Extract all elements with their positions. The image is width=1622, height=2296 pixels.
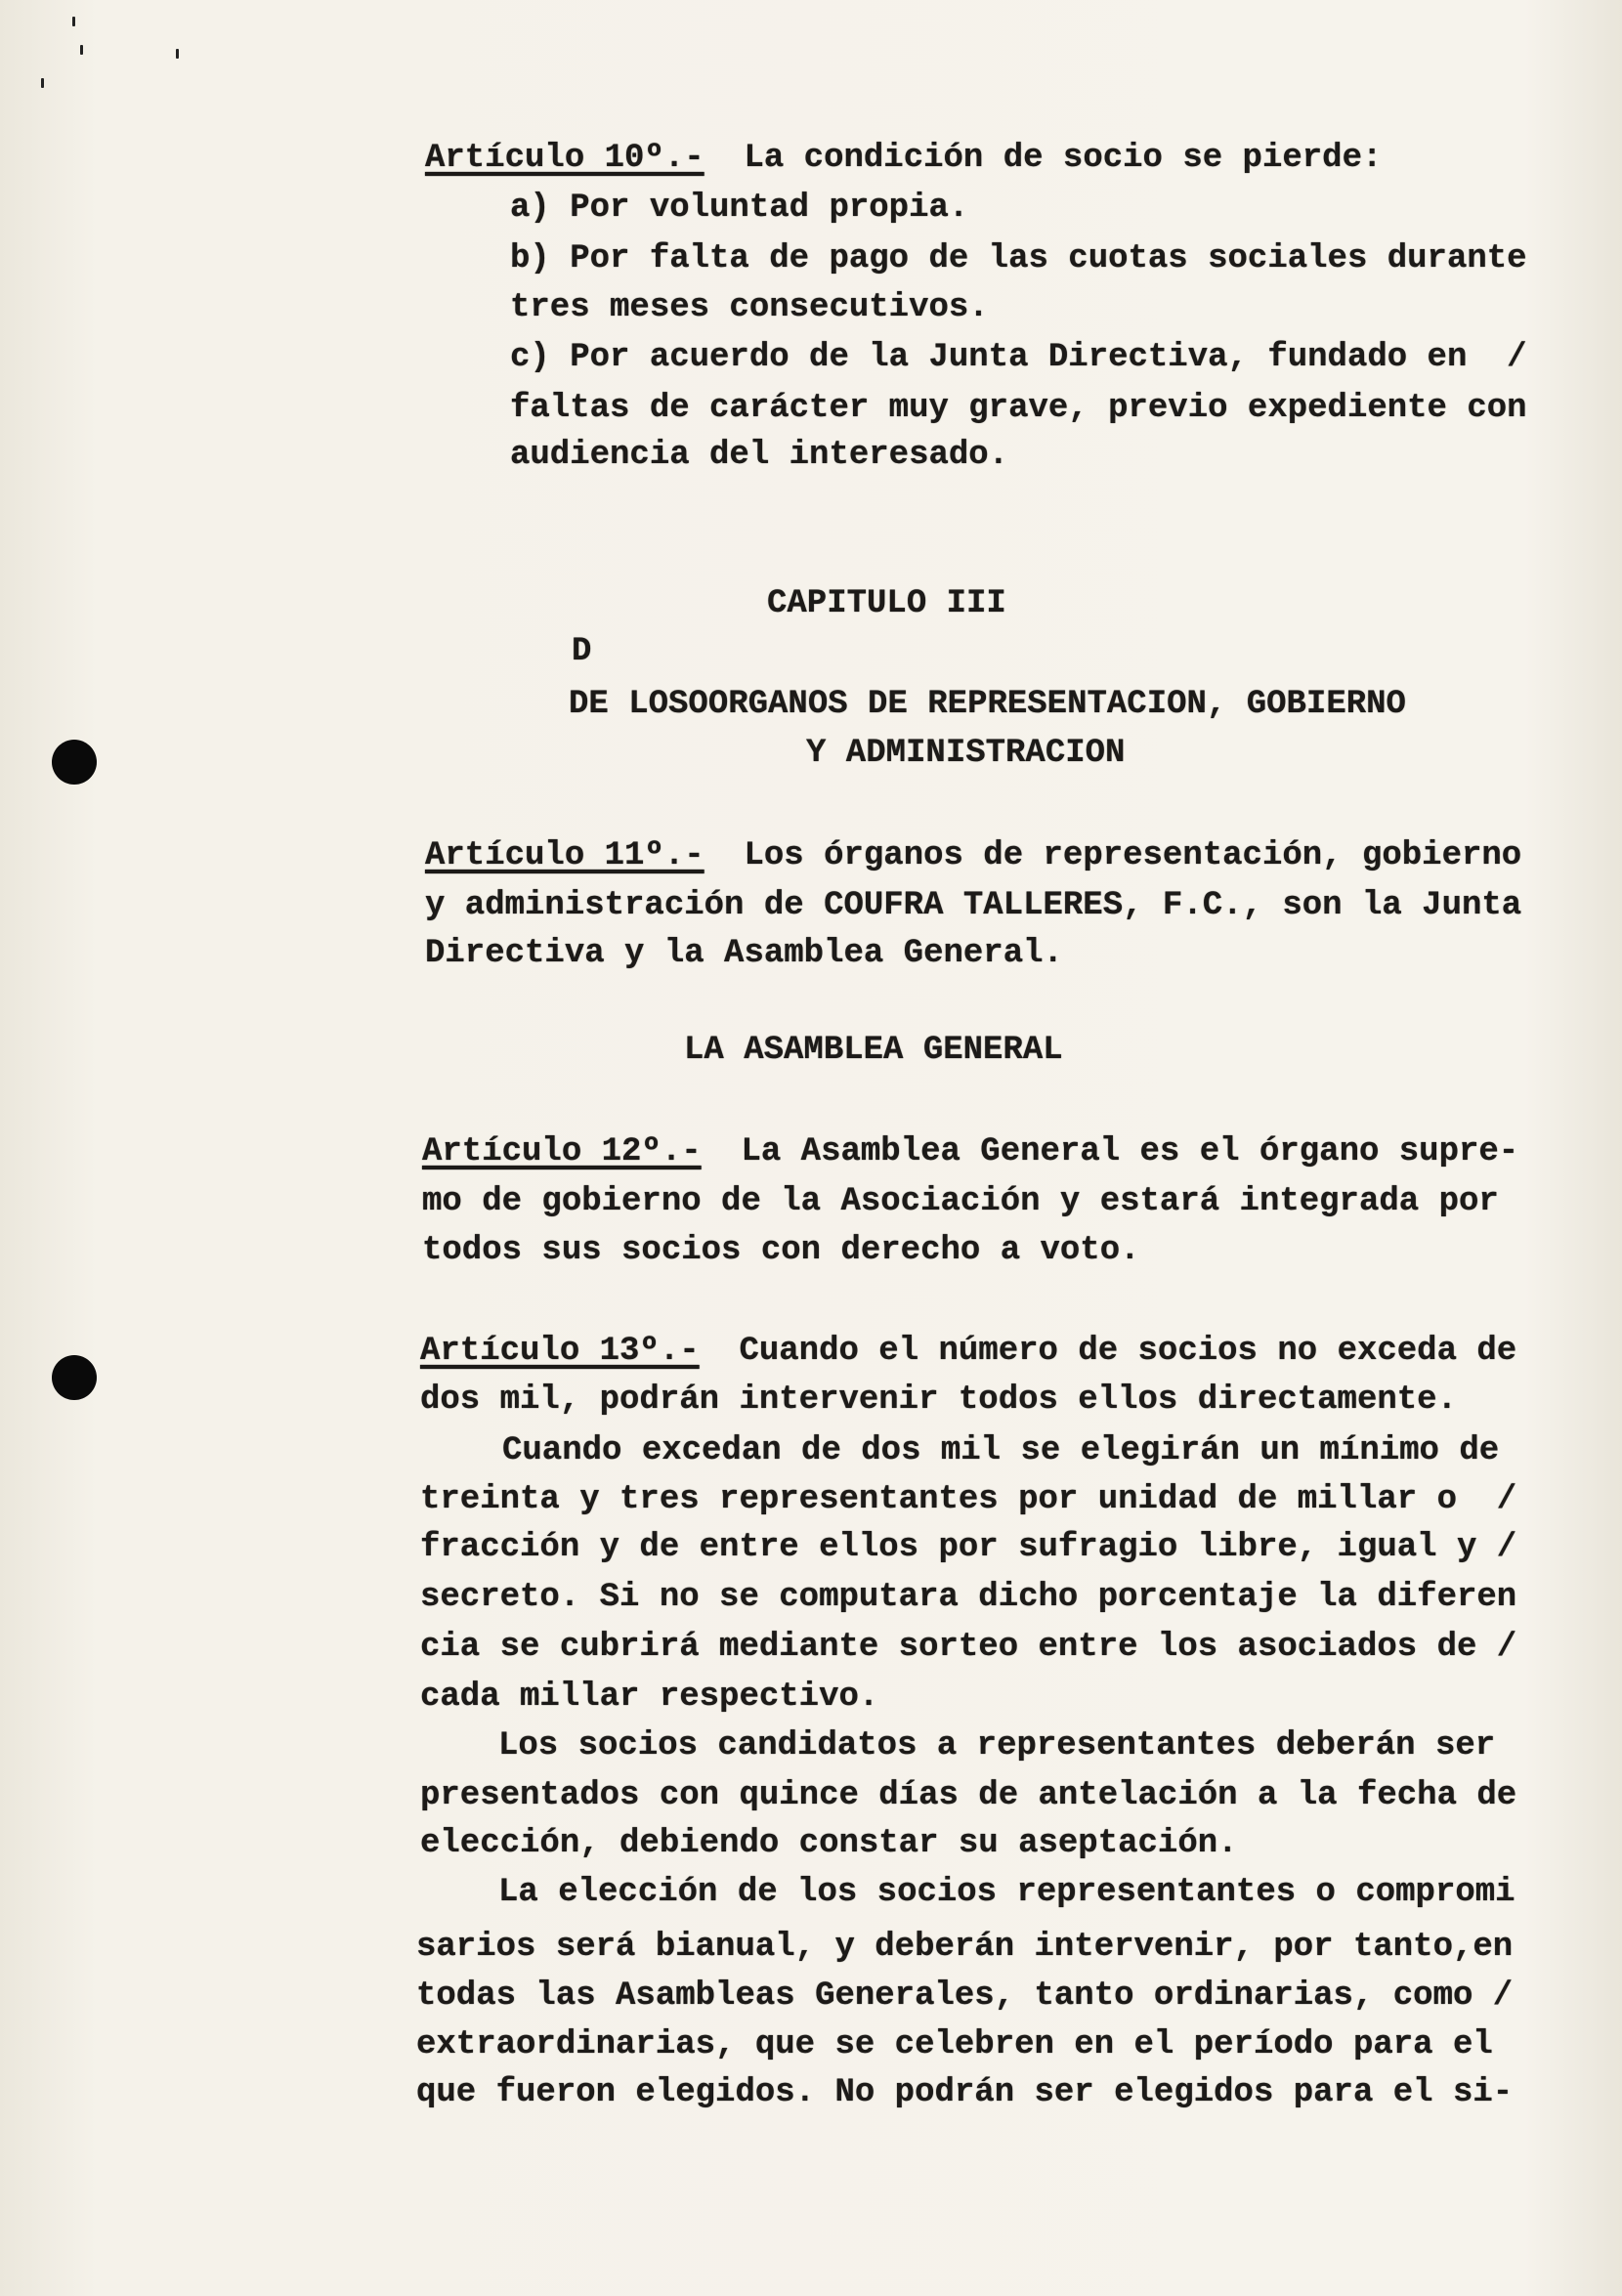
text-line [425, 881, 1521, 930]
line-text: Los órganos de representación, gobierno [704, 837, 1522, 874]
text-line [510, 431, 1008, 480]
text-line [684, 1026, 1063, 1075]
article-line [425, 134, 1382, 183]
article-heading: Artículo 13º.- [420, 1333, 700, 1370]
text-line [420, 1573, 1516, 1622]
text-line [510, 283, 989, 332]
punch-hole [52, 1355, 97, 1400]
speck [80, 45, 83, 55]
line-text: y administración de COUFRA TALLERES, F.C., son la Junta [425, 887, 1522, 924]
line-text: La elección de los socios representantes o compromi [498, 1874, 1515, 1911]
text-line [498, 1722, 1495, 1770]
line-text: elección, debiendo constar su aseptación. [420, 1825, 1238, 1862]
text-line [502, 1426, 1499, 1475]
text-line [420, 1771, 1516, 1820]
article-line [422, 1127, 1518, 1176]
text-line [510, 333, 1527, 382]
line-text: Y ADMINISTRACION [806, 735, 1126, 772]
text-line [416, 1972, 1513, 2020]
line-text: cia se cubrirá mediante sorteo entre los asociados de / [420, 1629, 1517, 1666]
text-line [416, 1923, 1513, 1972]
article-line [425, 831, 1521, 880]
line-text: D [572, 633, 592, 670]
text-line [422, 1226, 1140, 1275]
text-line [420, 1523, 1516, 1572]
article-heading: Artículo 12º.- [422, 1133, 702, 1170]
speck [72, 17, 75, 26]
line-text: audiencia del interesado. [510, 437, 1009, 474]
line-text: LA ASAMBLEA GENERAL [684, 1032, 1063, 1069]
line-text: treinta y tres representantes por unidad de millar o / [420, 1481, 1517, 1518]
line-text: La Asamblea General es el órgano supre- [701, 1133, 1519, 1170]
punch-hole [52, 740, 97, 785]
text-line [510, 384, 1527, 433]
line-text: c) Por acuerdo de la Junta Directiva, fundado en / [510, 339, 1527, 376]
line-text: presentados con quince días de antelación a la fecha de [420, 1777, 1517, 1814]
line-text: CAPITULO III [767, 585, 1006, 622]
text-line [420, 1673, 878, 1722]
speck [176, 49, 179, 59]
line-text: Los socios candidatos a representantes deberán ser [498, 1727, 1496, 1765]
line-text: dos mil, podrán intervenir todos ellos directamente. [420, 1382, 1457, 1419]
line-text: Directiva y la Asamblea General. [425, 935, 1063, 972]
article-heading: Artículo 11º.- [425, 837, 704, 874]
text-line [425, 929, 1063, 978]
line-text: extraordinarias, que se celebren en el período para el [416, 2026, 1493, 2063]
text-line [420, 1623, 1516, 1672]
text-line [510, 234, 1527, 283]
line-text: tres meses consecutivos. [510, 289, 989, 326]
text-line [416, 2068, 1513, 2117]
text-line [422, 1177, 1499, 1226]
line-text: La condición de socio se pierde: [704, 140, 1383, 177]
speck [41, 78, 44, 88]
line-text: faltas de carácter muy grave, previo expediente con [510, 390, 1527, 427]
text-line [420, 1475, 1516, 1524]
line-text: fracción y de entre ellos por sufragio libre, igual y / [420, 1529, 1517, 1566]
line-text: que fueron elegidos. No podrán ser elegidos para el si- [416, 2074, 1514, 2111]
text-line [416, 2020, 1493, 2069]
line-text: secreto. Si no se computara dicho porcentaje la diferen [420, 1579, 1517, 1616]
text-line [420, 1819, 1238, 1868]
line-text: DE LOSOORGANOS DE REPRESENTACION, GOBIERNO [569, 686, 1406, 723]
text-line [806, 729, 1125, 778]
line-text: sarios será bianual, y deberán intervenir, por tanto,en [416, 1929, 1514, 1966]
text-line [569, 680, 1406, 729]
text-line [767, 579, 1006, 628]
text-line [420, 1376, 1457, 1424]
line-text: todas las Asambleas Generales, tanto ordinarias, como / [416, 1977, 1514, 2015]
article-heading: Artículo 10º.- [425, 140, 704, 177]
line-text: a) Por voluntad propia. [510, 190, 969, 227]
line-text: Cuando excedan de dos mil se elegirán un mínimo de [502, 1432, 1500, 1469]
line-text: b) Por falta de pago de las cuotas sociales durante [510, 240, 1527, 277]
line-text: todos sus socios con derecho a voto. [422, 1232, 1140, 1269]
text-line [572, 627, 591, 676]
text-line [510, 184, 968, 233]
line-text: mo de gobierno de la Asociación y estará integrada por [422, 1183, 1499, 1220]
line-text: cada millar respectivo. [420, 1679, 879, 1716]
line-text: Cuando el número de socios no exceda de [699, 1333, 1517, 1370]
text-line [498, 1868, 1515, 1917]
article-line [420, 1327, 1516, 1376]
